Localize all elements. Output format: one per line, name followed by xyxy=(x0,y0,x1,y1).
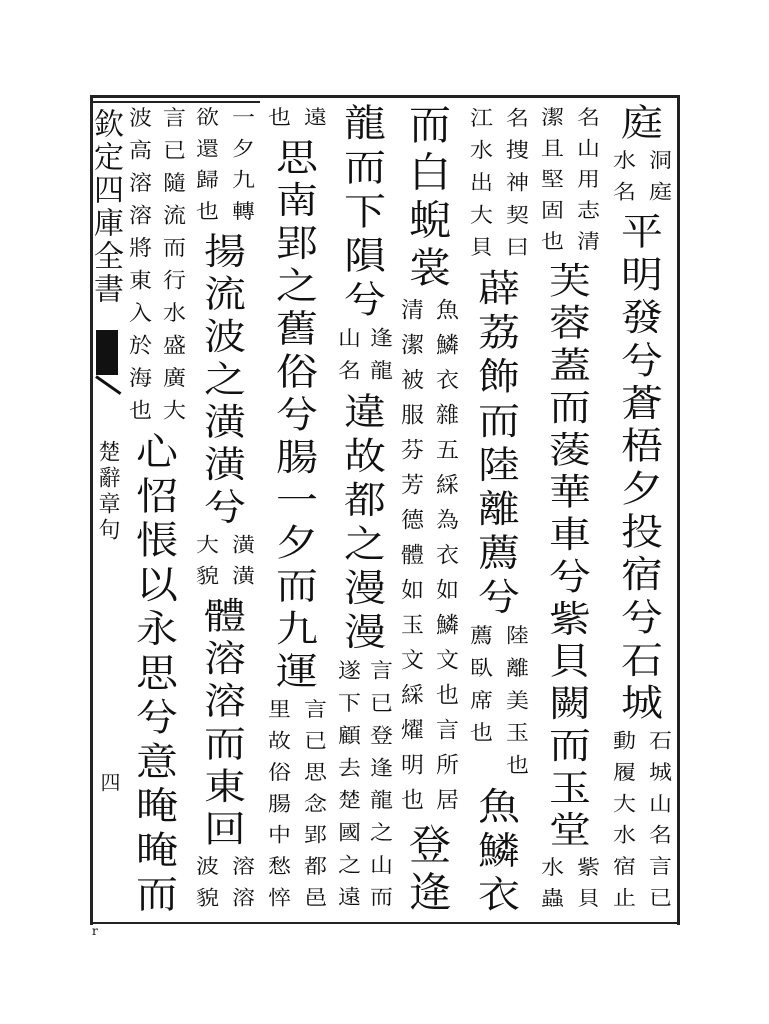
commentary-text: 清潔被服芬芳德體如玉文綵燿明也 xyxy=(397,297,423,824)
main-text: 思南郢之舊俗兮腸一夕而九運 xyxy=(270,137,319,695)
commentary-text: 大貌 xyxy=(192,533,218,597)
commentary-text: 遠 xyxy=(300,106,326,138)
commentary-text: 紫貝 xyxy=(573,856,599,919)
frame-right-border xyxy=(677,95,680,925)
commentary-text: 溶溶 xyxy=(228,855,254,919)
commentary-text: 名山用志清 xyxy=(573,106,599,262)
commentary-text: 欲還歸也 xyxy=(192,106,218,232)
commentary-text: 也 xyxy=(264,106,290,138)
main-text: 而白蜺裳 xyxy=(403,103,452,294)
text-column-3 xyxy=(460,103,532,919)
commentary-text: 波高溶溶將東入於海也 xyxy=(125,106,151,432)
commentary-text: 潢潢 xyxy=(228,533,254,597)
main-text: 違故都之漫漫 xyxy=(338,391,387,656)
commentary-text: 水蟲 xyxy=(537,856,563,919)
commentary-text: 水名 xyxy=(609,149,635,213)
commentary-text: 魚鱗衣雜五綵為衣如鱗文也言所居 xyxy=(432,297,458,824)
commentary-text: 潔且堅固也 xyxy=(537,106,563,262)
fishtail-mark-tail xyxy=(95,375,121,395)
foot-mark: r xyxy=(92,924,98,938)
text-column-4 xyxy=(392,103,462,919)
commentary-text: 江水出大貝 xyxy=(466,106,492,269)
commentary-text: 洞庭 xyxy=(645,149,671,213)
text-column-7 xyxy=(186,103,258,919)
commentary-text: 里故俗腸中愁悴 xyxy=(264,698,290,919)
commentary-text: 言已登逢龍之山而 xyxy=(366,659,392,919)
commentary-text: 薦臥席也 xyxy=(466,624,492,754)
commentary-text: 遂下顧去楚國之遠 xyxy=(334,659,360,919)
commentary-text: 動履大水宿止 xyxy=(609,729,635,919)
main-text: 登逄 xyxy=(403,823,452,919)
text-column-5 xyxy=(330,103,394,919)
main-text: 心怊悵以永思兮意晻晻而 xyxy=(130,431,179,919)
text-column-1 xyxy=(603,103,675,919)
frame-bottom-border xyxy=(90,922,680,924)
commentary-text: 一夕九轉 xyxy=(228,106,254,232)
commentary-text: 山名 xyxy=(334,326,360,392)
commentary-text: 波貌 xyxy=(192,855,218,919)
commentary-text: 逢龍 xyxy=(366,326,392,392)
fishtail-mark xyxy=(96,330,118,375)
text-column-6 xyxy=(258,103,330,919)
main-text: 揚流波之潢潢兮 xyxy=(198,231,247,531)
side-header: 欽定四庫全書 xyxy=(88,108,123,306)
commentary-text: 名捜神契曰 xyxy=(502,106,528,269)
page-number: 四 xyxy=(97,772,121,792)
main-text: 薜荔飾而陸離薦兮 xyxy=(472,268,521,621)
commentary-text: 陸離美玉也 xyxy=(502,624,528,787)
main-text: 芙蓉蓋而蔆華車兮紫貝闕而玉堂 xyxy=(543,261,592,853)
frame-top-border xyxy=(90,95,680,98)
commentary-text: 言已思念郢都邑 xyxy=(300,698,326,919)
book-title: 楚辭章句 xyxy=(95,440,120,544)
text-column-2 xyxy=(531,103,603,919)
commentary-text: 言已隨流而行水盛廣大 xyxy=(159,106,185,432)
main-text: 平明發兮蒼梧夕投宿兮石城 xyxy=(615,212,664,727)
commentary-text: 石城山名言已 xyxy=(645,729,671,919)
main-text: 庭 xyxy=(615,103,664,146)
text-column-8 xyxy=(120,103,188,919)
main-text: 魚鱗衣 xyxy=(472,786,521,919)
main-text: 體溶溶而東回 xyxy=(198,596,247,853)
main-text: 龍而下隕兮 xyxy=(338,103,387,324)
